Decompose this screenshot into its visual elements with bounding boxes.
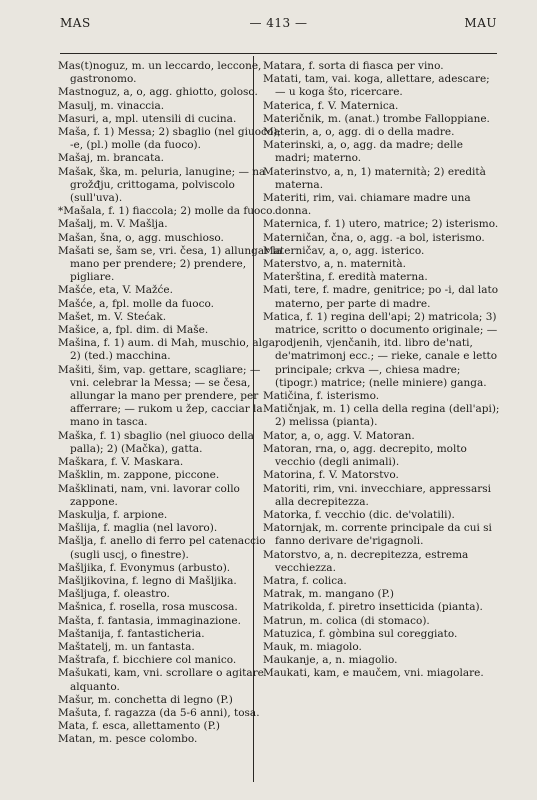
dictionary-entry: Mašati se, šam se, vri. česa, 1) allungar la mano per prendere; 2) prendere, pigliare. (58, 244, 283, 284)
dictionary-entry: Matoriti, rim, vni. invecchiare, appressarsi alla decrepitezza. (263, 482, 491, 508)
right-column (263, 60, 501, 681)
dictionary-entry: Mastnoguz, a, o, agg. ghiotto, goloso. (58, 86, 258, 99)
dictionary-entry: Matoran, rna, o, agg. decrepito, molto vecchio (degli animali). (263, 442, 467, 469)
dictionary-entry: Matorina, f. V. Matorstvo. (263, 469, 399, 482)
dictionary-entry: Materština, f. eredità materna. (263, 271, 428, 284)
left-column (58, 60, 283, 747)
dictionary-entry: Matrak, m. mangano (P.) (263, 588, 395, 601)
dictionary-entry: Matara, f. sorta di fiasca per vino. (263, 60, 444, 72)
dictionary-entry: Masulj, m. vinaccia. (58, 99, 165, 112)
dictionary-entry: Mašak, ška, m. peluria, lanugine; — na grožđju, crittogama, polviscolo (sull'uva). (58, 165, 266, 205)
dictionary-entry: Matra, f. colica. (263, 574, 347, 587)
dictionary-entry: Mašet, m. V. Stećak. (58, 310, 167, 323)
dictionary-entry: Maternica, f. 1) utero, matrice; 2) isterismo. (263, 218, 499, 231)
dictionary-entry: Maša, f. 1) Messa; 2) sbaglio (nel giuoco); -e, (pl.) molle (da fuoco). (58, 126, 281, 152)
dictionary-entry: Mašće, a, fpl. molle da fuoco. (58, 297, 214, 310)
dictionary-entry: Maukanje, a, n. miagolio. (263, 654, 398, 667)
dictionary-entry: Mašaj, m. brancata. (58, 152, 164, 165)
dictionary-entry: Mašlija, f. maglia (nel lavoro). (58, 522, 218, 535)
dictionary-entry: Matičnjak, m. 1) cella della regina (dell'api); 2) melissa (pianta). (263, 403, 500, 429)
dictionary-entry: Materica, f. V. Maternica. (263, 99, 399, 112)
dictionary-entry: Maštanija, f. fantasticheria. (58, 627, 205, 640)
header-rule (60, 53, 497, 54)
dictionary-entry: Matan, m. pesce colombo. (58, 733, 198, 746)
dictionary-entry: Maskulja, f. arpione. (58, 508, 168, 521)
dictionary-entry: Masuri, a, mpl. utensili di cucina. (58, 112, 237, 125)
dictionary-entry: Materstvo, a, n. maternità. (263, 258, 406, 271)
page-number: — 413 — (249, 16, 308, 30)
dictionary-entry: Mašina, f. 1) aum. di Mah, muschio, alga; 2) (ted.) macchina. (58, 337, 279, 363)
dictionary-entry: Maukati, kam, e maučem, vni. miagolare. (263, 667, 484, 680)
dictionary-entry: Mašće, eta, V. Mažće. (58, 284, 173, 297)
dictionary-entry: Mata, f. esca, allettamento (P.) (58, 720, 220, 733)
dictionary-entry: Mašnica, f. rosella, rosa muscosa. (58, 601, 238, 614)
dictionary-entry: Mašiti, šim, vap. gettare, scagliare; — vni. celebrar la Messa; — se česa, allungar la mano per prendere, per afferrare; — rukom u žep, cacciar la mano in tasca. (58, 363, 263, 429)
dictionary-entry: Mauk, m. miagolo. (263, 640, 362, 653)
dictionary-entry: Mašlja, f. anello di ferro pel catenaccio (sugli uscj, o finestre). (58, 535, 266, 561)
dictionary-entry: Mašljikovina, f. legno di Mašljika. (58, 574, 237, 587)
dictionary-entry: Matorstvo, a, n. decrepitezza, estrema vecchiezza. (263, 548, 469, 574)
dictionary-entry: Matrikolda, f. piretro insetticida (pianta). (263, 601, 483, 614)
header-left-guide-word: MAS (60, 16, 91, 30)
dictionary-entry: Mas(t)noguz, m. un leccardo, leccone, gastronomo. (58, 60, 262, 86)
page-header (60, 16, 497, 36)
dictionary-entry: Matrun, m. colica (di stomaco). (263, 614, 430, 627)
dictionary-entry: Mašukati, kam, vni. scrollare o agitare alquanto. (58, 667, 264, 693)
dictionary-entry: Maškara, f. V. Maskara. (58, 456, 184, 469)
dictionary-entry: Materničav, a, o, agg. isterico. (263, 244, 425, 257)
dictionary-entry: Maška, f. 1) sbaglio (nel giuoco della palla); 2) (Mačka), gatta. (58, 429, 254, 455)
dictionary-entry: Maštrafa, f. bicchiere col manico. (58, 654, 237, 667)
dictionary-entry: Matica, f. 1) regina dell'api; 2) matricola; 3) matrice, scritto o documento originale; — rodjenih, vjenčanih, itd. libro de'nati, de'matrimonj ecc.; — rieke, canale e letto principale; crkva —, chiesa madre; (tipogr.) matrice; (nelle miniere) ganga. (263, 310, 498, 389)
dictionary-entry: Materiti, rim, vai. chiamare madre una donna. (263, 192, 471, 218)
dictionary-entry: Matuzica, f. gòmbina sul coreggiato. (263, 627, 458, 640)
dictionary-entry: Mašur, m. conchetta di legno (P.) (58, 693, 233, 706)
dictionary-entry: Maštatelj, m. un fantasta. (58, 640, 195, 653)
dictionary-entry: Mašklinati, nam, vni. lavorar collo zappone. (58, 482, 240, 508)
dictionary-entry: Matorka, f. vecchio (dic. de'volatili). (263, 508, 455, 521)
dictionary-entry: Mašan, šna, o, agg. muschioso. (58, 231, 224, 244)
dictionary-entry: Mašklin, m. zappone, piccone. (58, 469, 220, 482)
dictionary-entry: Materinski, a, o, agg. da madre; delle madri; materno. (263, 139, 463, 165)
dictionary-entry: Matičina, f. isterismo. (263, 390, 380, 403)
dictionary-entry: Materičnik, m. (anat.) trombe Falloppiane. (263, 112, 490, 125)
dictionary-entry: Matornjak, m. corrente principale da cui si fanno derivare de'rigagnoli. (263, 522, 492, 548)
dictionary-entry: Mašice, a, fpl. dim. di Maše. (58, 324, 209, 337)
dictionary-entry: *Mašala, f. 1) fiaccola; 2) molle da fuoco. (58, 205, 276, 218)
dictionary-entry: Mašljika, f. Evonymus (arbusto). (58, 561, 231, 574)
dictionary-entry: Mašalj, m. V. Mašlja. (58, 218, 168, 231)
dictionary-entry: Mati, tere, f. madre, genitrice; po -i, dal lato materno, per parte di madre. (263, 284, 499, 310)
dictionary-entry: Materničan, čna, o, agg. -a bol, isterismo. (263, 231, 485, 244)
dictionary-entry: Mator, a, o, agg. V. Matoran. (263, 429, 415, 442)
dictionary-entry: Materinstvo, a, n, 1) maternità; 2) eredità materna. (263, 165, 486, 191)
dictionary-entry: Mašta, f. fantasia, immaginazione. (58, 614, 241, 627)
dictionary-entry: Materin, a, o, agg. di o della madre. (263, 126, 455, 139)
dictionary-entry: Mašljuga, f. oleastro. (58, 588, 170, 601)
dictionary-entry: Matati, tam, vai. koga, allettare, adescare; — u koga što, ricercare. (263, 73, 490, 99)
header-right-guide-word: MAU (464, 16, 497, 30)
dictionary-entry: Mašuta, f. ragazza (da 5-6 anni), tosa. (58, 706, 260, 719)
